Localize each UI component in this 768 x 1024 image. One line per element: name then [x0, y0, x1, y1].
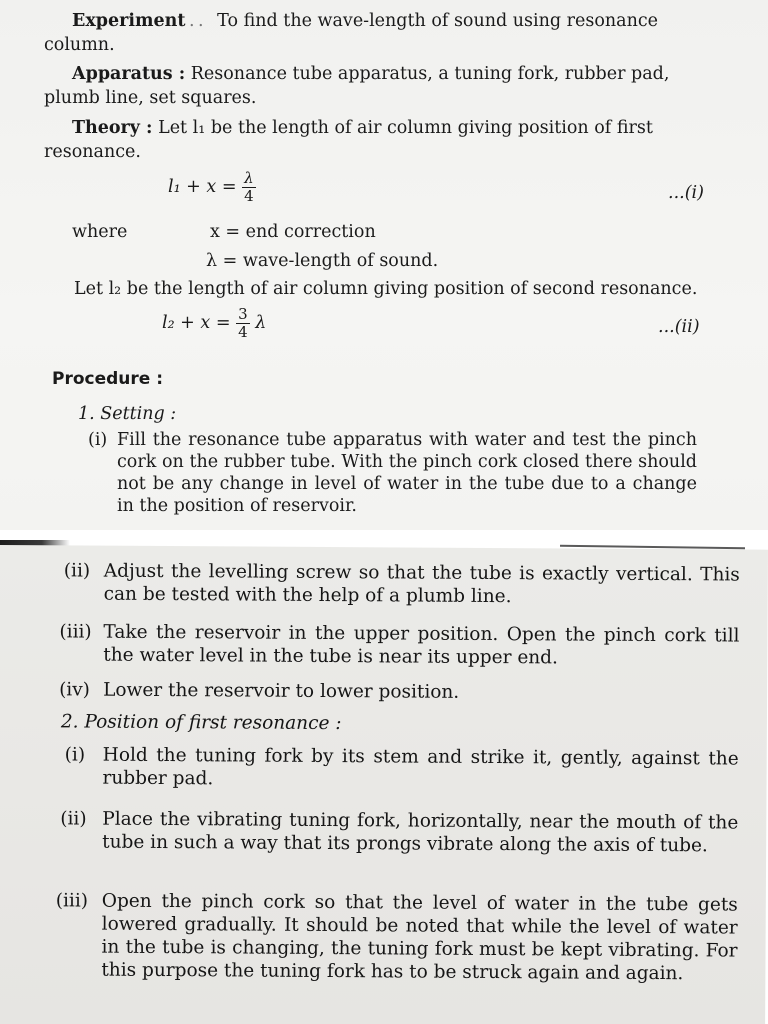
setting-title: 1. Setting :	[78, 404, 177, 424]
where-label: where	[72, 222, 128, 242]
apparatus-list: Resonance tube apparatus, a tuning fork, rubber pad,	[190, 64, 670, 84]
equation-1-lhs: l₁ + x =	[168, 177, 237, 197]
setting-item-1-num: (i)	[88, 430, 108, 450]
resonance-item-1-text: Hold the tuning fork by its stem and strike it, gently, against the rubber pad.	[102, 744, 739, 790]
page-gap	[0, 530, 768, 545]
equation-2	[162, 306, 266, 341]
definition-wavelength: λ = wave-length of sound.	[206, 251, 439, 271]
theory-line-3: Let l₂ be the length of air column giving position of second resonance.	[74, 279, 698, 299]
apparatus-list-cont: plumb line, set squares.	[44, 88, 257, 108]
equation-1-numerator: λ	[242, 170, 256, 188]
definition-end-correction: x = end correction	[210, 222, 376, 242]
setting-item-2-text: Adjust the levelling screw so that the tube is exactly vertical. This can be tested with the help of a plumb line.	[103, 560, 740, 608]
experiment-aim-cont: column.	[44, 35, 115, 55]
equation-2-numerator: 3	[238, 305, 248, 323]
theory-text: Let l₁ be the length of air column giving position of first	[158, 118, 653, 138]
equation-2-lhs: l₂ + x =	[162, 313, 231, 333]
equation-1-denominator: 4	[244, 187, 254, 205]
resonance-item-2-text: Place the vibrating tuning fork, horizontally, near the mouth of the tube in such a way that its prongs vibrate along the axis of tube.	[102, 808, 739, 857]
equation-1-tag: ...(i)	[668, 183, 704, 203]
apparatus-line-1	[72, 63, 669, 85]
experiment-label: Experiment	[72, 11, 186, 31]
experiment-line-1	[72, 10, 658, 32]
setting-item-3-text: Take the reservoir in the upper position. Open the pinch cork till the water level in the tube is near its upper end.	[103, 621, 740, 669]
experiment-dots: . .	[185, 11, 204, 31]
resonance-item-3-num: (iii)	[55, 890, 89, 912]
apparatus-label: Apparatus :	[72, 64, 186, 84]
experiment-aim: To find the wave-length of sound using resonance	[217, 11, 659, 31]
equation-2-fraction	[236, 306, 250, 341]
theory-text-cont: resonance.	[44, 142, 141, 162]
equation-1-fraction	[242, 170, 256, 205]
setting-item-2-num: (ii)	[63, 560, 91, 582]
theory-label: Theory :	[72, 118, 153, 138]
setting-item-3-num: (iii)	[59, 621, 92, 643]
theory-line-1	[72, 117, 653, 139]
first-resonance-title: 2. Position of first resonance :	[60, 711, 342, 735]
equation-2-denominator: 4	[238, 323, 248, 341]
page-photo-bottom	[0, 545, 768, 1024]
resonance-item-1-num: (i)	[64, 744, 86, 766]
resonance-item-3-text: Open the pinch cork so that the level of water in the tube gets lowered gradually. It should be noted that while the level of water in the tube is changing, the tuning fork must be kept vibrating. For this purpose the tuning fork has to be struck again and again.	[101, 890, 738, 985]
equation-2-tag: ...(ii)	[658, 317, 700, 337]
setting-item-4-text: Lower the reservoir to lower position.	[103, 679, 460, 703]
equation-2-rhs: λ	[255, 313, 267, 333]
setting-item-4-num: (iv)	[59, 679, 90, 701]
setting-item-1-text: Fill the resonance tube apparatus with water and test the pinch cork on the rubber tube. With the pinch cork closed there should not be any change in level of water in the tube due to a change in the position of reservoir.	[117, 430, 697, 516]
resonance-item-2-num: (ii)	[60, 808, 87, 830]
procedure-heading: Procedure :	[52, 369, 164, 389]
equation-1	[168, 170, 256, 205]
